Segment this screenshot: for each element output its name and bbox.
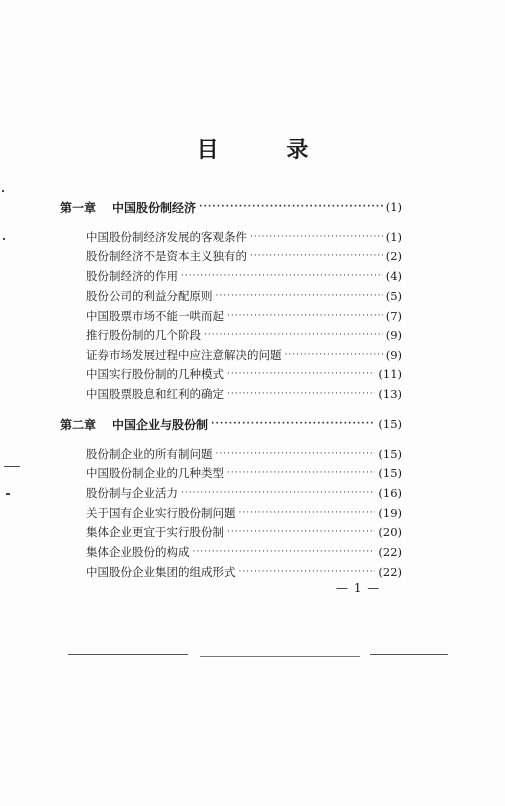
entry-title: 关于国有企业实行股份制问题 bbox=[86, 506, 236, 520]
page-ref: (1) bbox=[385, 230, 402, 244]
leader-dots bbox=[227, 469, 375, 478]
leader-dots bbox=[216, 292, 383, 301]
entry-title: 集体企业更宜于实行股份制 bbox=[86, 525, 224, 539]
scan-speck bbox=[2, 190, 4, 192]
leader-dots bbox=[227, 528, 375, 537]
entry-title: 中国股份制经济发展的客观条件 bbox=[86, 230, 247, 244]
entry-title: 中国股份制企业的几种类型 bbox=[86, 466, 224, 480]
leader-dots bbox=[227, 370, 375, 379]
leader-dots bbox=[227, 312, 383, 321]
toc-chapter-1[interactable] bbox=[0, 197, 505, 217]
toc-entry[interactable] bbox=[0, 542, 505, 562]
chapter-number: 第一章 bbox=[60, 200, 97, 215]
page-ref: (19) bbox=[378, 506, 402, 520]
leader-dots bbox=[250, 252, 383, 261]
chapter-title: 中国股份制经济 bbox=[112, 200, 197, 215]
toc-entry[interactable] bbox=[0, 246, 505, 266]
leader-dots bbox=[181, 272, 383, 281]
toc-entry[interactable] bbox=[0, 384, 505, 404]
page-ref: (15) bbox=[378, 417, 402, 431]
leader-dots bbox=[216, 450, 376, 459]
toc-entry[interactable] bbox=[0, 463, 505, 483]
entry-title: 股份公司的利益分配原则 bbox=[86, 289, 213, 303]
page-ref: (11) bbox=[378, 367, 402, 381]
entry-title: 股份制企业的所有制问题 bbox=[86, 447, 213, 461]
entry-title: 集体企业股份的构成 bbox=[86, 545, 190, 559]
page-ref: (16) bbox=[378, 486, 402, 500]
toc-entry[interactable] bbox=[0, 444, 505, 464]
page-ref: (4) bbox=[385, 269, 402, 283]
page-ref: (22) bbox=[378, 565, 402, 579]
entry-title: 股份制经济不是资本主义独有的 bbox=[86, 249, 247, 263]
page-ref: (7) bbox=[385, 309, 402, 323]
leader-dots bbox=[239, 568, 376, 577]
toc-entry[interactable] bbox=[0, 325, 505, 345]
leader-dots bbox=[199, 203, 383, 212]
toc-entry[interactable] bbox=[0, 562, 505, 582]
leader-dots bbox=[250, 233, 383, 242]
entry-title: 证券市场发展过程中应注意解决的问题 bbox=[86, 348, 282, 362]
page-ref: (9) bbox=[385, 328, 402, 342]
scan-speck bbox=[3, 238, 5, 240]
toc-entry[interactable] bbox=[0, 503, 505, 523]
scan-speck bbox=[4, 466, 20, 467]
page-number: — 1 — bbox=[336, 581, 381, 595]
scan-rule bbox=[68, 654, 188, 655]
chapter-number: 第二章 bbox=[60, 417, 97, 432]
page-ref: (9) bbox=[385, 348, 402, 362]
toc-entry[interactable] bbox=[0, 364, 505, 384]
leader-dots bbox=[285, 351, 383, 360]
scan-rule bbox=[200, 656, 360, 657]
entry-title: 股份制经济的作用 bbox=[86, 269, 178, 283]
entry-title: 推行股份制的几个阶段 bbox=[86, 328, 201, 342]
leader-dots bbox=[211, 420, 375, 429]
leader-dots bbox=[239, 509, 376, 518]
page-ref: (15) bbox=[378, 447, 402, 461]
page-ref: (1) bbox=[385, 200, 402, 214]
scan-rule bbox=[370, 654, 448, 655]
toc-entry[interactable] bbox=[0, 522, 505, 542]
leader-dots bbox=[193, 548, 376, 557]
toc-entry[interactable] bbox=[0, 227, 505, 247]
toc-entry[interactable] bbox=[0, 345, 505, 365]
scan-speck bbox=[6, 493, 10, 495]
entry-title: 中国股票股息和红利的确定 bbox=[86, 387, 224, 401]
chapter-title: 中国企业与股份制 bbox=[112, 417, 209, 432]
entry-title: 中国股票市场不能一哄而起 bbox=[86, 309, 224, 323]
page-title: 目 录 bbox=[196, 138, 339, 163]
leader-dots bbox=[181, 489, 375, 498]
page-ref: (13) bbox=[378, 387, 402, 401]
toc-entry[interactable] bbox=[0, 306, 505, 326]
entry-title: 中国实行股份制的几种模式 bbox=[86, 367, 224, 381]
page-ref: (2) bbox=[385, 249, 402, 263]
page-ref: (22) bbox=[378, 545, 402, 559]
page-ref: (5) bbox=[385, 289, 402, 303]
page-ref: (15) bbox=[378, 466, 402, 480]
entry-title: 中国股份企业集团的组成形式 bbox=[86, 565, 236, 579]
toc-entry[interactable] bbox=[0, 286, 505, 306]
toc-entry[interactable] bbox=[0, 483, 505, 503]
page-ref: (20) bbox=[378, 525, 402, 539]
entry-title: 股份制与企业活力 bbox=[86, 486, 178, 500]
leader-dots bbox=[227, 390, 375, 399]
leader-dots bbox=[204, 331, 383, 340]
toc-chapter-2[interactable] bbox=[0, 414, 505, 434]
toc-entry[interactable] bbox=[0, 266, 505, 286]
